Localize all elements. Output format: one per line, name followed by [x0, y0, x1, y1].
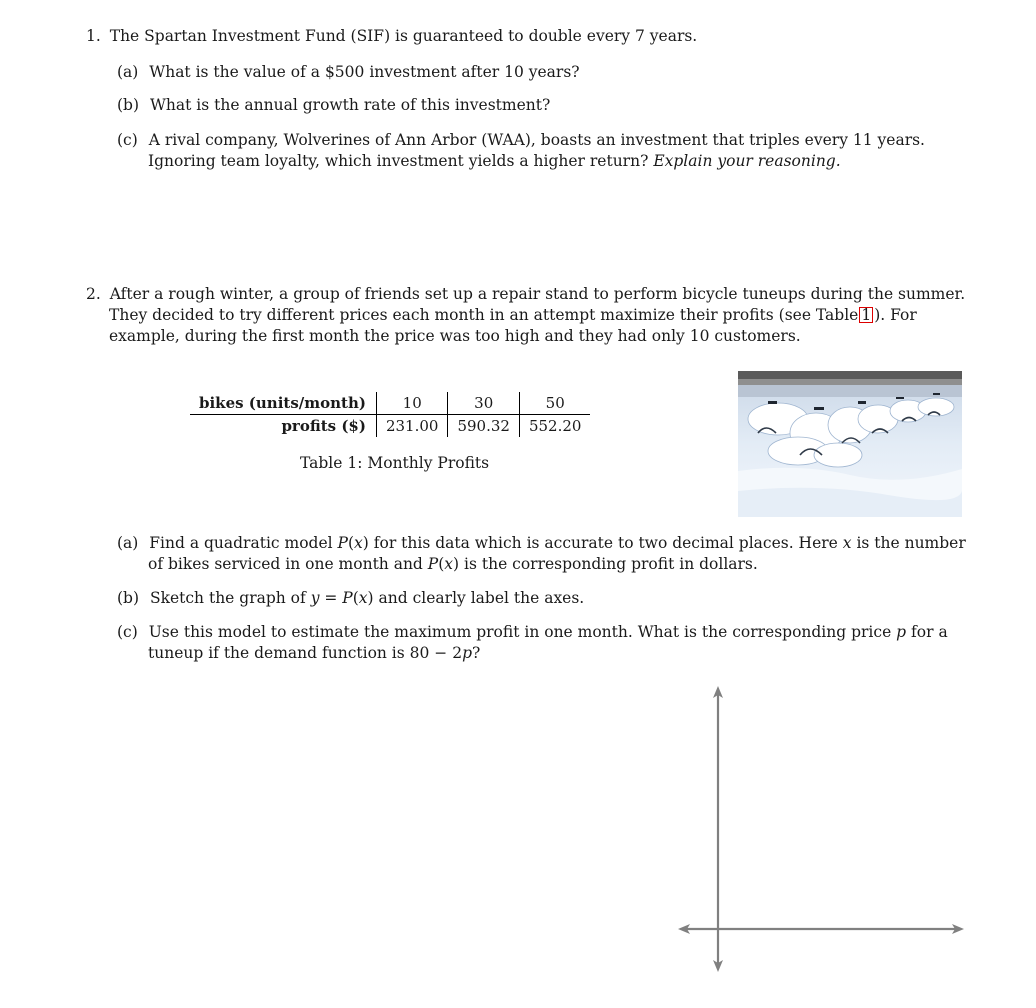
problem-2-text: They decided to try different prices each month in an attempt maximize their profits (see Table: [109, 306, 859, 324]
problem-2-number: 2.: [86, 285, 101, 303]
part-label: (b): [117, 589, 140, 607]
part-text: tuneup if the demand function is 80 − 2: [148, 644, 463, 662]
problem-1-statement: [86, 26, 697, 46]
math-symbol: ): [362, 534, 369, 552]
part-emphasis: Explain your reasoning.: [653, 152, 841, 170]
math-symbol: P: [342, 589, 353, 607]
math-symbol: =: [319, 589, 343, 607]
math-symbol: p: [462, 644, 473, 662]
part-label: (b): [117, 96, 140, 114]
problem-1c-line2: [148, 151, 841, 171]
part-label: (a): [117, 534, 139, 552]
table-cell: 590.32: [448, 415, 520, 438]
part-text: Find a quadratic model: [149, 534, 338, 552]
part-text: Sketch the graph of: [149, 589, 311, 607]
table-reference-link[interactable]: 1: [861, 306, 872, 324]
math-symbol: ): [367, 589, 374, 607]
problem-1a: [117, 62, 580, 82]
table-cell: 50: [519, 392, 590, 415]
problem-2-text: After a rough winter, a group of friends set up a repair stand to perform bicycle tuneups during the summer.: [109, 285, 966, 303]
math-symbol: x: [842, 534, 852, 552]
math-symbol: P: [427, 555, 439, 573]
part-text: for this data which is accurate to two decimal places. Here: [368, 534, 843, 552]
row-header-bikes: bikes (units/month): [190, 392, 376, 415]
part-text: and clearly label the axes.: [373, 589, 585, 607]
part-text: A rival company, Wolverines of Ann Arbor (WAA), boasts an investment that triples every 11 years.: [148, 131, 925, 149]
problem-2-line3: [109, 326, 801, 346]
snow-covered-bicycles-photo: [738, 371, 962, 517]
part-text: Ignoring team loyalty, which investment yields a higher return?: [148, 152, 649, 170]
table-caption: Table 1: Monthly Profits: [300, 454, 490, 472]
math-symbol: p: [896, 623, 907, 641]
part-text: is the corresponding profit in dollars.: [459, 555, 758, 573]
part-text: Use this model to estimate the maximum profit in one month. What is the corresponding price: [148, 623, 897, 641]
problem-2-line2: [109, 305, 917, 325]
math-symbol: x: [358, 589, 368, 607]
math-symbol: (: [438, 555, 445, 573]
problem-2c-line1: [117, 622, 948, 642]
part-text: for a: [906, 623, 948, 641]
blank-coordinate-axes: [676, 684, 968, 974]
problem-2-line1: [86, 284, 965, 304]
monthly-profits-table: [190, 392, 590, 437]
problem-2-text: ). For: [874, 306, 917, 324]
math-symbol: (: [347, 534, 355, 552]
part-text: of bikes serviced in one month and: [148, 555, 428, 573]
table-row: [190, 392, 590, 415]
math-symbol: x: [354, 534, 363, 552]
table-cell: 231.00: [376, 415, 448, 438]
table-cell: 10: [376, 392, 448, 415]
math-symbol: (: [352, 589, 359, 607]
part-text: is the number: [851, 534, 966, 552]
part-text: What is the annual growth rate of this investment?: [149, 96, 551, 114]
row-header-profits: profits ($): [281, 417, 366, 435]
problem-1b: [117, 95, 550, 115]
problem-2a-line2: [148, 554, 758, 574]
math-symbol: x: [444, 555, 454, 573]
problem-2-text: example, during the first month the price was too high and they had only 10 customers.: [109, 327, 801, 345]
problem-1-number: 1.: [86, 27, 101, 45]
math-symbol: y: [310, 589, 320, 607]
problem-2a-line1: [117, 533, 966, 553]
part-text: ?: [472, 644, 481, 662]
part-label: (a): [117, 63, 139, 81]
table-cell: 552.20: [519, 415, 590, 438]
math-symbol: P: [337, 534, 348, 552]
problem-1-text: The Spartan Investment Fund (SIF) is guaranteed to double every 7 years.: [109, 27, 698, 45]
problem-2b: [117, 588, 584, 608]
part-label: (c): [117, 623, 138, 641]
math-symbol: ): [453, 555, 460, 573]
problem-1c-line1: [117, 130, 925, 150]
table-row: [190, 415, 590, 438]
part-text: What is the value of a $500 investment after 10 years?: [149, 63, 580, 81]
part-label: (c): [117, 131, 138, 149]
problem-2c-line2: [148, 643, 480, 663]
table-cell: 30: [448, 392, 520, 415]
